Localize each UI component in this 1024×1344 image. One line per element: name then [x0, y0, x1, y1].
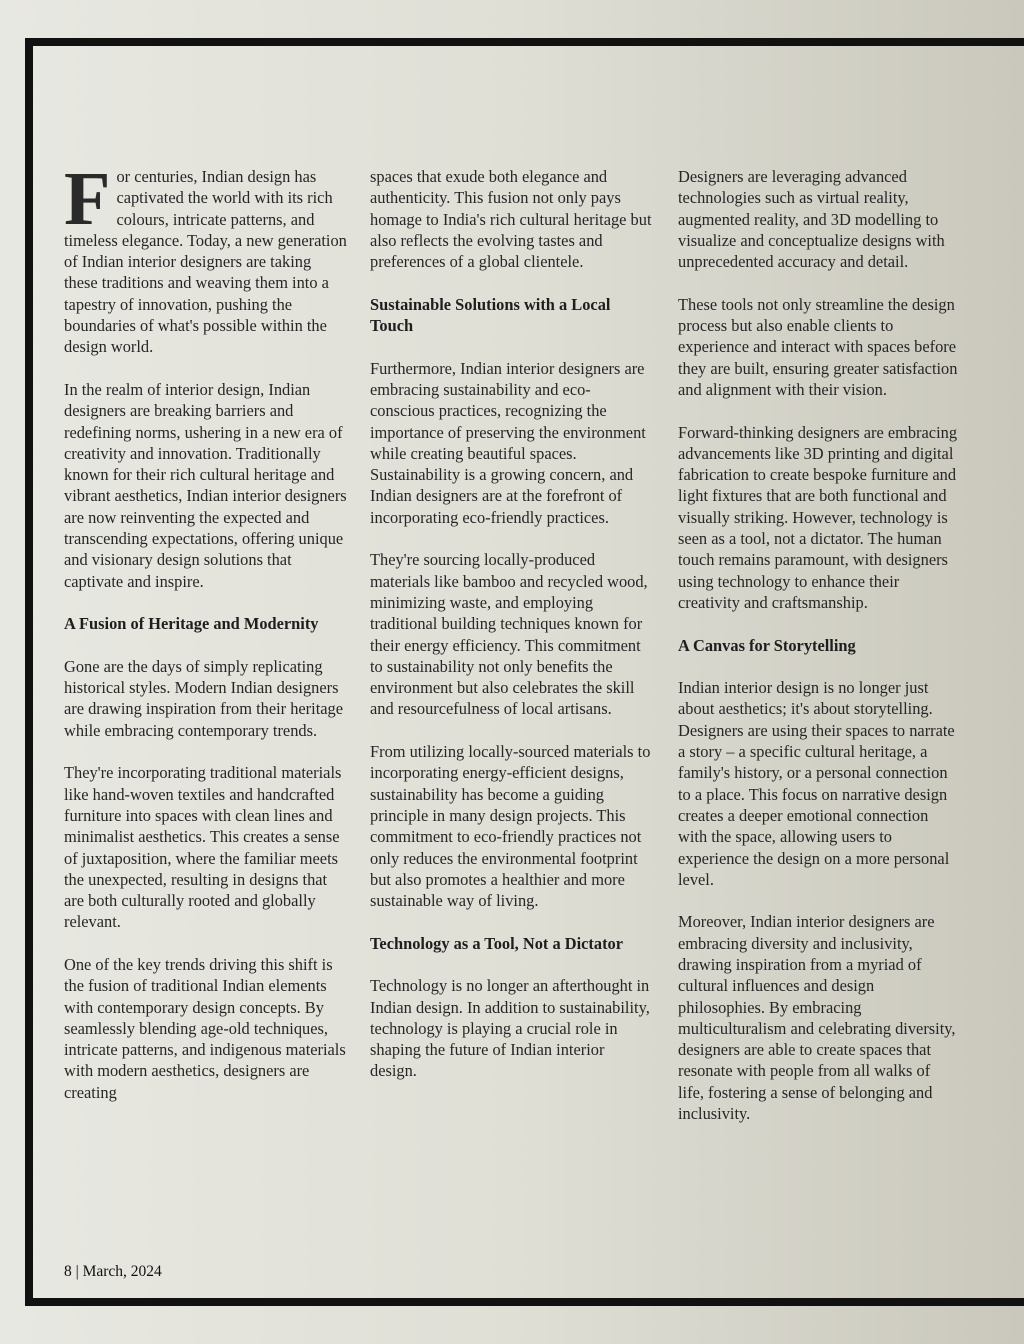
paragraph: Furthermore, Indian interior designers are embracing sustainability and eco-conscious practices, recognizing the importance of preserving the environment while creating beautiful spaces. Sustainability is a growing concern, and Indian designers are at the forefront of incorporating eco-friendly practices. [370, 358, 646, 527]
paragraph-text: or centuries, Indian design has captivated the world with its rich colours, intricate patterns, and timeless elegance. Today, a new generation of Indian interior designers are taking these traditions and weaving them into a tapestry of innovation, pushing the boundaries of what's possible within the design world. [64, 167, 347, 357]
section-heading: A Canvas for Storytelling [678, 635, 856, 655]
paragraph: In the realm of interior design, Indian designers are breaking barriers and redefining norms, ushering in a new era of creativity and innovation. Traditionally known for their rich cultural heritage and vibrant aesthetics, Indian interior designers are now reinventing the expected and transcending expectations, offering unique and visionary design solutions that captivate and inspire. [64, 379, 347, 591]
paragraph: Technology is no longer an afterthought in Indian design. In addition to sustainability, technology is playing a crucial role in shaping the future of Indian interior design. [370, 976, 650, 1081]
paragraph: They're sourcing locally-produced materials like bamboo and recycled wood, minimizing waste, and employing traditional building techniques known for their energy efficiency. This commitment to sustainability not only benefits the environment but also celebrates the skill and resourcefulness of local artisans. [370, 550, 648, 719]
paragraph: One of the key trends driving this shift is the fusion of traditional Indian elements with contemporary design concepts. By seamlessly blending age-old techniques, intricate patterns, and indigenous materials with modern aesthetics, designers are creating [64, 954, 346, 1102]
paragraph: They're incorporating traditional materials like hand-woven textiles and handcrafted furniture into spaces with clean lines and minimalist aesthetics. This creates a sense of juxtaposition, where the familiar meets the unexpected, resulting in designs that are both culturally rooted and globally relevant. [64, 763, 342, 932]
paragraph: From utilizing locally-sourced materials to incorporating energy-efficient designs, sustainability has become a guiding principle in many design projects. This commitment to eco-friendly practices not only reduces the environmental footprint but also promotes a healthier and more sustainable way of living. [370, 742, 651, 911]
article-column-2 [370, 166, 652, 1103]
drop-cap: F [64, 157, 111, 241]
paragraph: Moreover, Indian interior designers are embracing diversity and inclusivity, drawing inspiration from a myriad of cultural influences and design philosophies. By embracing multiculturalism and celebrating diversity, designers are able to create spaces that resonate with people from all walks of life, fostering a sense of belonging and inclusivity. [678, 912, 956, 1124]
section-heading: Sustainable Solutions with a Local Touch [370, 294, 611, 336]
article-column-1 [64, 157, 348, 1124]
article-column-3 [678, 166, 960, 1146]
paragraph: Forward-thinking designers are embracing advancements like 3D printing and digital fabrication to create bespoke furniture and light fixtures that are both functional and visually striking. However, technology is seen as a tool, not a dictator. The human touch remains paramount, with designers using technology to enhance their creativity and craftsmanship. [678, 422, 958, 612]
section-heading: A Fusion of Heritage and Modernity [64, 614, 319, 634]
paragraph [64, 157, 348, 358]
paragraph: Gone are the days of simply replicating historical styles. Modern Indian designers are drawing inspiration from their heritage while embracing contemporary trends. [64, 656, 343, 740]
paragraph: Designers are leveraging advanced technologies such as virtual reality, augmented reality, and 3D modelling to visualize and conceptualize designs with unprecedented accuracy and detail. [678, 167, 945, 272]
paragraph: These tools not only streamline the design process but also enable clients to experience and interact with spaces before they are built, ensuring greater satisfaction and alignment with their vision. [678, 294, 958, 399]
section-heading: Technology as a Tool, Not a Dictator [370, 933, 624, 953]
paragraph: spaces that exude both elegance and authenticity. This fusion not only pays homage to India's rich cultural heritage but also reflects the evolving tastes and preferences of a global clientele. [370, 167, 652, 272]
page-footer: 8 | March, 2024 [64, 1263, 162, 1280]
paragraph: Indian interior design is no longer just about aesthetics; it's about storytelling. Designers are using their spaces to narrate a story – a specific cultural heritage, a family's history, or a personal connection to a place. This focus on narrative design creates a deeper emotional connection with the space, allowing users to experience the design on a more personal level. [678, 678, 955, 889]
